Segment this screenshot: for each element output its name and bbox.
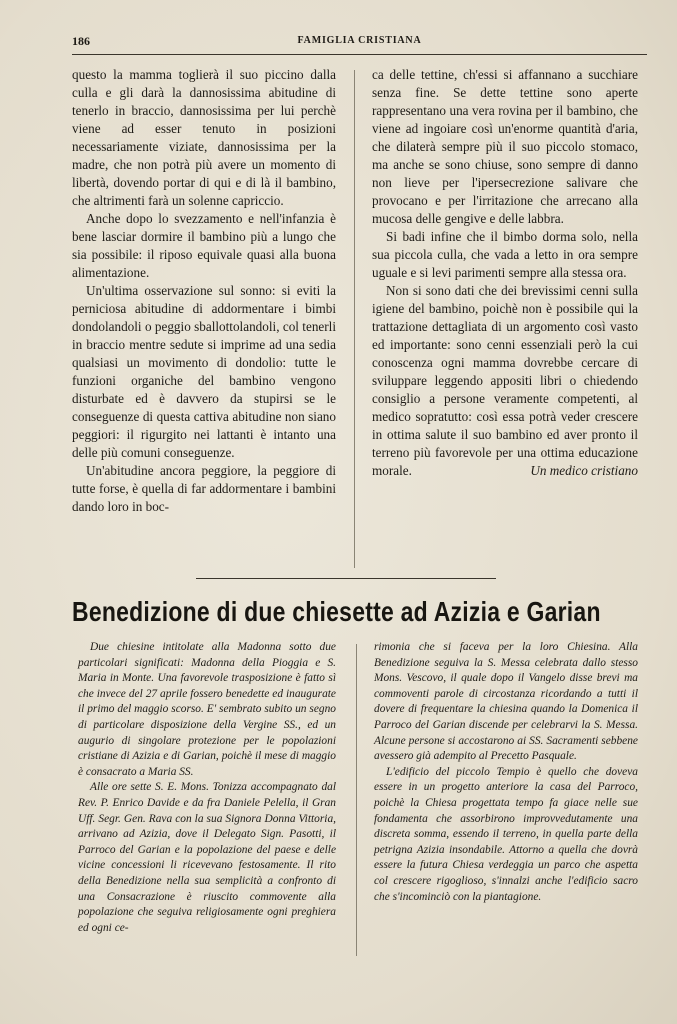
author-signature: Un medico cristiano xyxy=(530,463,638,478)
article-title: Benedizione di due chiesette ad Azizia e Garian xyxy=(72,596,601,627)
previous-article-column-2 xyxy=(372,66,638,480)
paragraph: L'edificio del piccolo Tempio è quello che doveva essere in un progetto anteriore la casa del Parroco, poichè la Chiesa progettata tempo fa giace nelle sue fondamenta che assorbirono improvvedutamente una discreta somma, essendo il terreno, in quella parte della petrigna Azizia insondabile. Attorno a quella che dovrà essere la futura Chiesa verdeggia un parco che aspetta col crescere rigoglioso, s'innalzi anche l'edificio sacro che s'incominciò con la piantagione. xyxy=(374,765,638,903)
paragraph: Si badi infine che il bimbo dorma solo, nella sua piccola culla, che vada a letto in ora sempre uguale e si levi parimenti sempre alla stessa ora. xyxy=(372,229,638,280)
section-divider xyxy=(196,578,496,579)
paragraph: questo la mamma toglierà il suo piccino dalla culla e gli darà la dannosissima abitudine di tenerlo in braccio, dannosissima per lui perchè viene ad esser tenuto in posizioni necessariamente viziate, dannosissima per la madre, che non potrà più avere un momento di libertà, dovendo portar di qui e di là il bambino, che altrimenti farà un solenne capriccio. xyxy=(72,67,336,208)
article-column-2 xyxy=(374,640,638,905)
paragraph xyxy=(372,282,638,480)
header-rule xyxy=(72,54,647,55)
paragraph: ca delle tettine, ch'essi si affannano a succhiare senza fine. Se dette tettine sono aperte rappresentano una vera rovina per il bambino, che viene ad ingoiare così un'enorme quantità d'aria, che dilaterà sempre più il suo piccolo stomaco, ma anche se sono chiuse, sono sempre di danno non lieve per l'ipersecrezione salivare che provocano e per l'irritazione che arrecano alla mucosa delle gengive e delle labbra. xyxy=(372,67,638,226)
article-column-1 xyxy=(78,640,336,936)
paragraph: Un'abitudine ancora peggiore, la peggiore di tutte forse, è quella di far addormentare i bambini dando loro in boc- xyxy=(72,463,336,514)
page-number: 186 xyxy=(72,34,90,48)
paragraph: Un'ultima osservazione sul sonno: si eviti la perniciosa abitudine di addormentare i bimbi dondolandoli o peggio sballottolandoli, col tenerli in braccio mentre sedute si imprime ad una sedia qualsiasi un movimento di dondolio: tutte le funzioni organiche del bambino vengono disturbate ed è davvero da stupirsi se le conseguenze di questa cattiva abitudine non siano peggiori: il rigurgito nei lattanti è intanto una delle più comuni conseguenze. xyxy=(72,283,336,460)
column-divider xyxy=(354,70,355,568)
paragraph: Anche dopo lo svezzamento e nell'infanzia è bene lasciar dormire il bambino più a lungo che sia possibile: il riposo equivale quasi alla buona alimentazione. xyxy=(72,211,336,280)
paragraph: Due chiesine intitolate alla Madonna sotto due particolari significati: Madonna della Pioggia e S. Maria in Monte. Una favorevole trasposizione è fatto sì che invece del 27 aprile fossero benedette ed inaugurate il primo del maggio scorso. E' sembrato subito un segno di particolare disposizione della Vergine SS., ed un augurio di singolare protezione per le popolazioni cristiane di Azizia e di Garian, poichè il mese di maggio è consacrato a Maria SS. xyxy=(78,641,336,778)
paragraph: rimonia che si faceva per la loro Chiesina. Alla Benedizione seguiva la S. Messa celebrata dallo stesso Mons. Vescovo, il quale dopo il Vangelo disse brevi ma commoventi parole di circostanza ricordando a tutti il dovere di frequentare la chiesina quando la Domenica il Parroco del Garian discende per celebrarvi la S. Messa. Alcune persone si accostarono ai SS. Sacramenti sebbene avessero già adempito al Precetto Pasquale. xyxy=(374,641,638,763)
paragraph-text: Non si sono dati che dei brevissimi cenni sulla igiene del bambino, poichè non è possibile qui la trattazione dettagliata di un argomento così vasto ed importante: sono cenni essenziali però la cui conoscenza ogni mamma dovrebbe cercare di sviluppare leggendo appositi libri o chiedendo consiglio a persone veramente competenti, al medico sopratutto: così essa potrà veder crescere in ottima salute il suo bambino ed aver pronto il terreno più favorevole per una ottima educazione morale. xyxy=(372,283,638,478)
running-title: FAMIGLIA CRISTIANA xyxy=(297,35,422,46)
page-header xyxy=(72,34,647,52)
previous-article-column-1 xyxy=(72,66,336,516)
column-divider xyxy=(356,644,357,956)
paragraph: Alle ore sette S. E. Mons. Tonizza accompagnato dal Rev. P. Enrico Davide e da fra Daniele Pelella, il Gran Uff. Segr. Gen. Rava con la sua Signora Donna Vittoria, arrivano ad Azizia, dove il Delegato Sign. Pasotti, il Parroco del Garian e la popolazione del paese e delle vicine concessioni li ricevevano festosamente. Il rito della Benedizione nella sua semplicità a confronto di una Consacrazione è riuscito commovente alla popolazione che seguiva religiosamente ogni preghiera ed ogni ce- xyxy=(78,781,336,934)
